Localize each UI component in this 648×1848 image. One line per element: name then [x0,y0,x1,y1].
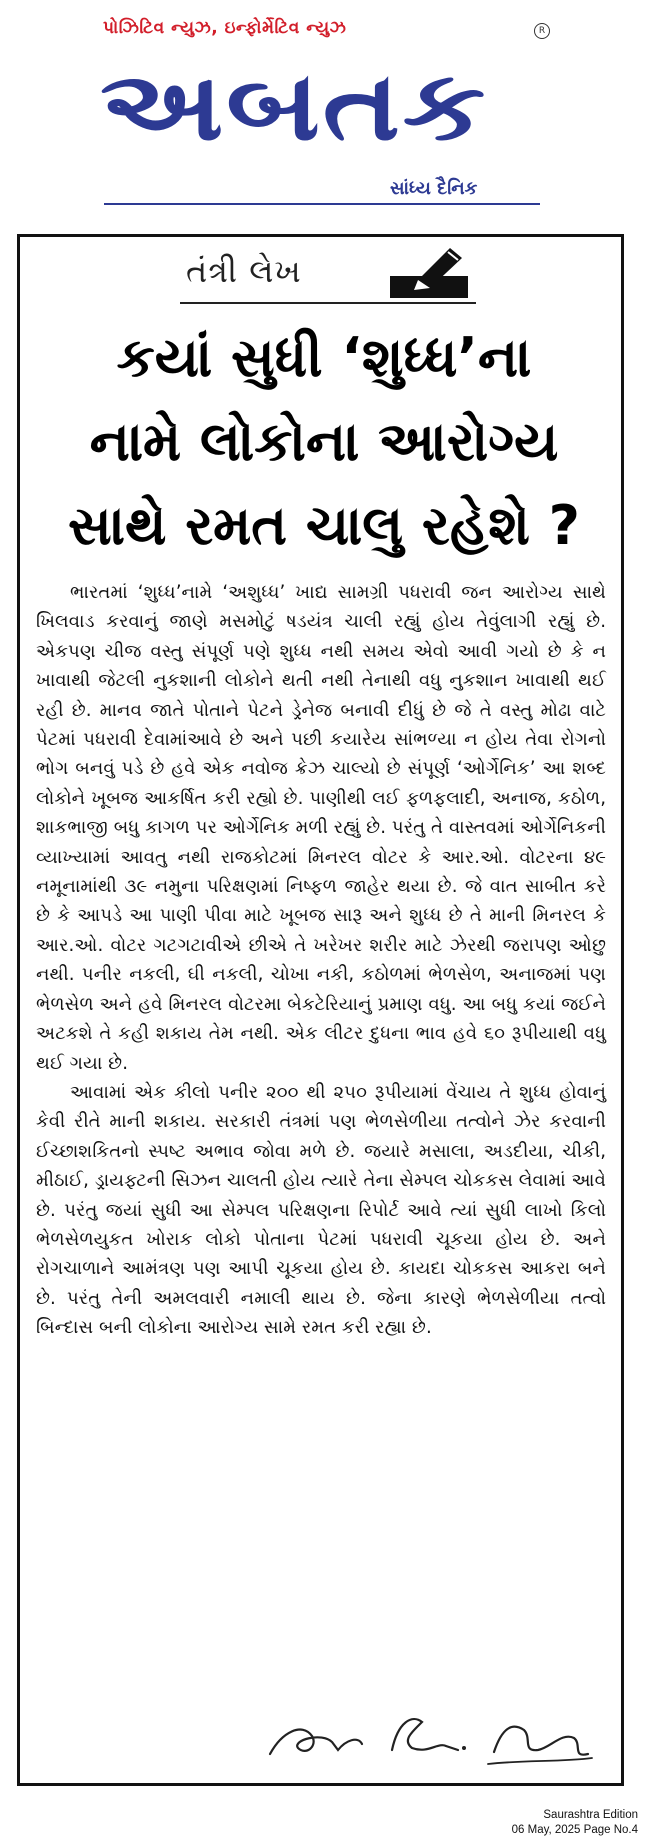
page-footer [512,1808,638,1838]
article-body [36,578,606,1343]
masthead-divider [104,203,540,205]
newspaper-logo: અબતક [100,50,488,162]
masthead [0,0,648,222]
section-label: તંત્રી લેખ [186,252,302,290]
section-underline [180,302,476,304]
registered-mark: R [534,23,550,39]
signature [262,1692,602,1772]
masthead-tagline: પોઝિટિવ ન્યુઝ, ઇન્ફોર્મેટિવ ન્યુઝ [103,18,347,38]
headline [26,316,622,568]
paragraph-2: આવામાં એક કીલો પનીર ૨૦૦ થી ૨૫૦ રૂપીયામાં વેંચાય તે શુધ્ધ હોવાનું કેવી રીતે માની શકાય. સરકારી તંત્રમાં પણ ભેળસેળીયા તત્વોને ઝેર કરવાની ઈચ્છાશકિતનો સ્પષ્ટ અભાવ જોવા મળે છે. જયારે મસાલા, અડદીયા, ચીકી, મીઠાઈ, ડ્રાયફ્ટની સિઝન ચાલતી હોય ત્યારે તેના સેમ્પલ ચોકકસ લેવામાં આવે છે. પરંતુ જયાં સુધી આ સેમ્પલ પરિક્ષણના રિપોર્ટ આવે ત્યાં સુધી લાખો કિલો ભેળસેળયુકત ખોરાક લોકો પોતાના પેટમાં પધરાવી ચૂકયા હોય છે. અને રોગચાળાને આમંત્રણ પણ આપી ચૂકયા હોય છે. કાયદા ચોકકસ આકરા બને છે. પરંતુ તેની અમલવારી નમાલી થાય છે. જેના કારણે ભેળસેળીયા તત્વો બિન્દાસ બની લોકોના આરોગ્ય સામે રમત કરી રહ્યા છે. [36,1081,606,1339]
headline-line-3: સાથે રમત ચાલુ રહેશે ? [68,494,580,557]
date-page-label: 06 May, 2025 Page No.4 [511,1824,638,1836]
pen-writing-icon [388,244,470,300]
headline-line-1: કયાં સુધી ‘શુધ્ધ’ના [116,326,532,389]
paragraph-1: ભારતમાં ‘શુધ્ધ’નામે ‘અશુધ્ધ’ ખાદ્ય સામગ્રી પધરાવી જન આરોગ્ય સાથે ખિલવાડ કરવાનું જાણે મસમોટું ષડયંત્ર ચાલી રહ્યું હોય તેવુંલાગી રહ્યું છે. એકપણ ચીજ વસ્તુ સંપૂર્ણ પણે શુધ્ધ નથી સમય એવો આવી ગયો છે કે ન ખાવાથી જેટલી નુકશાની લોકોને થતી નથી તેનાથી વધુ નુકશાન ખાવાથી થઈ રહી છે. માનવ જાતે પોતાને પેટને ડ્રેનેજ બનાવી દીધું છે જે તે વસ્તુ મોઢા વાટે પેટમાં પધરાવી દેવામાંઆવે છે અને પછી કયારેય સાંભળ્યા ન હોય તેવા રોગનો ભોગ બનવું પડે છે હવે એક નવોજ ક્રેઝ ચાલ્યો છે સંપૂર્ણ ‘ઓર્ગેનિક’ આ શબ્દ લોકોને ખૂબજ આકર્ષિત કરી રહ્યો છે. પાણીથી લઈ ફળફલાદી, અનાજ, કઠોળ, શાકભાજી બધુ કાગળ પર ઓર્ગેનિક મળી રહ્યું છે. પરંતુ તે વાસ્તવમાં ઓર્ગેનિકની વ્યાખ્યામાં આવતુ નથી રાજકોટમાં મિનરલ વોટર કે આર.ઓ. વોટરના ૪૯ નમૂનામાંથી ૩૯ નમુના પરિક્ષણમાં નિષ્ફળ જાહેર થયા છે. જે વાત સાબીત કરે છે કે આપડે આ પાણી પીવા માટે ખૂબજ સારૂ અને શુધ્ધ છે તે માની મિનરલ કે આર.ઓ. વોટર ગટગટાવીએ છીએ તે ખરેખર શરીર માટે ઝેરથી જરાપણ ઓછુ નથી. પનીર નકલી, ઘી નકલી, ચોખા નકી, કઠોળમાં ભેળસેળ, અનાજમાં પણ ભેળસેળ અને હવે મિનરલ વોટરમા બેકટેરિયાનું પ્રમાણ વધુ. આ બધુ કયાં જઈને અટકશે તે કહી શકાય તેમ નથી. એક લીટર દુધના ભાવ હવે ૬૦ રૂપીયાથી વધુ થઈ ગયા છે. [36,582,606,1074]
edition-label: Saurashtra Edition [543,1809,638,1821]
masthead-subtitle: સાંધ્ય દૈનિક [390,178,478,199]
headline-line-2: નામે લોકોના આરોગ્ય [89,410,559,473]
